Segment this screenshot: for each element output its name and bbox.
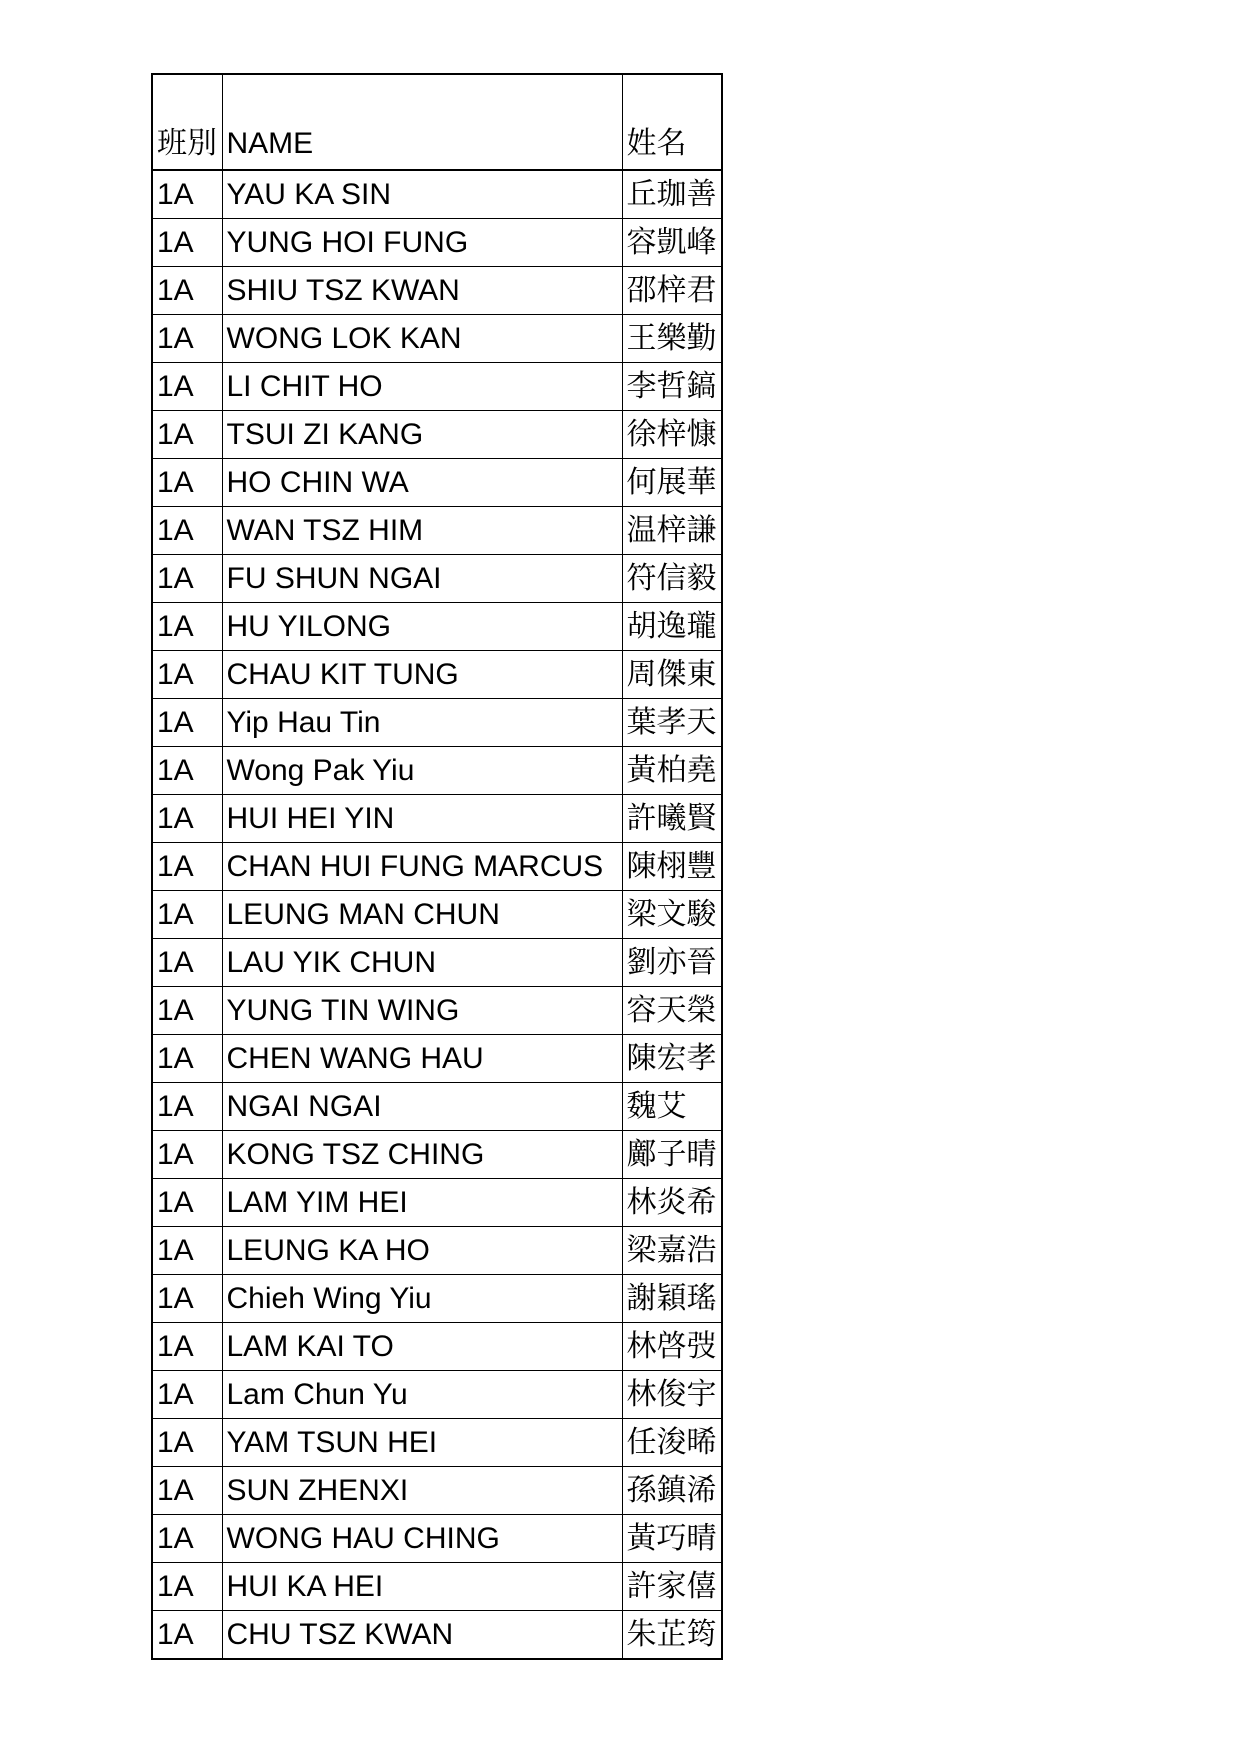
chinese-name-cell: 任浚晞 (622, 1419, 722, 1467)
table-row (152, 411, 722, 459)
table-row (152, 1371, 722, 1419)
chinese-name-cell: 王樂勤 (622, 315, 722, 363)
class-cell: 1A (152, 267, 222, 315)
header-class: 班別 (152, 74, 222, 170)
table-row (152, 315, 722, 363)
class-cell: 1A (152, 1467, 222, 1515)
class-cell: 1A (152, 1611, 222, 1660)
class-cell: 1A (152, 555, 222, 603)
english-name-cell: Chieh Wing Yiu (222, 1275, 622, 1323)
english-name-cell: YUNG HOI FUNG (222, 219, 622, 267)
table-row (152, 459, 722, 507)
class-cell: 1A (152, 1371, 222, 1419)
english-name-cell: LEUNG KA HO (222, 1227, 622, 1275)
english-name-cell: SHIU TSZ KWAN (222, 267, 622, 315)
table-row (152, 1131, 722, 1179)
english-name-cell: HUI KA HEI (222, 1563, 622, 1611)
class-cell: 1A (152, 363, 222, 411)
chinese-name-cell: 許家僖 (622, 1563, 722, 1611)
class-cell: 1A (152, 987, 222, 1035)
table-row (152, 507, 722, 555)
table-row (152, 1179, 722, 1227)
english-name-cell: HO CHIN WA (222, 459, 622, 507)
class-cell: 1A (152, 411, 222, 459)
table-row (152, 699, 722, 747)
chinese-name-cell: 周傑東 (622, 651, 722, 699)
table-row (152, 891, 722, 939)
chinese-name-cell: 温梓謙 (622, 507, 722, 555)
table-row (152, 170, 722, 219)
chinese-name-cell: 邵梓君 (622, 267, 722, 315)
chinese-name-cell: 劉亦晉 (622, 939, 722, 987)
class-cell: 1A (152, 891, 222, 939)
english-name-cell: HUI HEI YIN (222, 795, 622, 843)
english-name-cell: LAM KAI TO (222, 1323, 622, 1371)
class-cell: 1A (152, 1275, 222, 1323)
table-row (152, 843, 722, 891)
chinese-name-cell: 胡逸瓏 (622, 603, 722, 651)
table-row (152, 795, 722, 843)
chinese-name-cell: 林炎希 (622, 1179, 722, 1227)
table-row (152, 1515, 722, 1563)
chinese-name-cell: 林啓弢 (622, 1323, 722, 1371)
table-row (152, 1035, 722, 1083)
chinese-name-cell: 梁文駿 (622, 891, 722, 939)
class-cell: 1A (152, 1419, 222, 1467)
english-name-cell: LAU YIK CHUN (222, 939, 622, 987)
table-row (152, 1419, 722, 1467)
chinese-name-cell: 朱芷筠 (622, 1611, 722, 1660)
chinese-name-cell: 葉孝天 (622, 699, 722, 747)
english-name-cell: SUN ZHENXI (222, 1467, 622, 1515)
class-cell: 1A (152, 795, 222, 843)
english-name-cell: YUNG TIN WING (222, 987, 622, 1035)
class-cell: 1A (152, 507, 222, 555)
chinese-name-cell: 容凱峰 (622, 219, 722, 267)
english-name-cell: CHEN WANG HAU (222, 1035, 622, 1083)
table-header (152, 74, 722, 170)
table-row (152, 363, 722, 411)
table-row (152, 651, 722, 699)
chinese-name-cell: 丘珈善 (622, 170, 722, 219)
table-body (152, 170, 722, 1659)
class-cell: 1A (152, 1227, 222, 1275)
class-cell: 1A (152, 1563, 222, 1611)
english-name-cell: LAM YIM HEI (222, 1179, 622, 1227)
chinese-name-cell: 黃柏堯 (622, 747, 722, 795)
table-row (152, 987, 722, 1035)
english-name-cell: TSUI ZI KANG (222, 411, 622, 459)
class-cell: 1A (152, 170, 222, 219)
chinese-name-cell: 容天榮 (622, 987, 722, 1035)
english-name-cell: YAU KA SIN (222, 170, 622, 219)
header-row (152, 74, 722, 170)
english-name-cell: Lam Chun Yu (222, 1371, 622, 1419)
table-row (152, 219, 722, 267)
table-row (152, 1563, 722, 1611)
table-row (152, 555, 722, 603)
table-row (152, 939, 722, 987)
class-cell: 1A (152, 315, 222, 363)
class-cell: 1A (152, 1083, 222, 1131)
chinese-name-cell: 黃巧晴 (622, 1515, 722, 1563)
chinese-name-cell: 陳宏孝 (622, 1035, 722, 1083)
english-name-cell: KONG TSZ CHING (222, 1131, 622, 1179)
chinese-name-cell: 林俊宇 (622, 1371, 722, 1419)
english-name-cell: Yip Hau Tin (222, 699, 622, 747)
table-row (152, 1083, 722, 1131)
table-row (152, 267, 722, 315)
english-name-cell: YAM TSUN HEI (222, 1419, 622, 1467)
chinese-name-cell: 何展華 (622, 459, 722, 507)
table-row (152, 1227, 722, 1275)
chinese-name-cell: 許曦賢 (622, 795, 722, 843)
table-row (152, 1275, 722, 1323)
table-row (152, 1611, 722, 1660)
chinese-name-cell: 陳栩豐 (622, 843, 722, 891)
class-cell: 1A (152, 219, 222, 267)
chinese-name-cell: 謝穎瑤 (622, 1275, 722, 1323)
english-name-cell: CHU TSZ KWAN (222, 1611, 622, 1660)
chinese-name-cell: 徐梓慷 (622, 411, 722, 459)
class-cell: 1A (152, 1323, 222, 1371)
class-cell: 1A (152, 651, 222, 699)
class-cell: 1A (152, 747, 222, 795)
english-name-cell: CHAU KIT TUNG (222, 651, 622, 699)
class-cell: 1A (152, 939, 222, 987)
chinese-name-cell: 魏艾 (622, 1083, 722, 1131)
chinese-name-cell: 符信毅 (622, 555, 722, 603)
english-name-cell: LI CHIT HO (222, 363, 622, 411)
english-name-cell: WAN TSZ HIM (222, 507, 622, 555)
class-cell: 1A (152, 1131, 222, 1179)
class-cell: 1A (152, 459, 222, 507)
class-cell: 1A (152, 699, 222, 747)
table-row (152, 603, 722, 651)
english-name-cell: CHAN HUI FUNG MARCUS (222, 843, 622, 891)
english-name-cell: NGAI NGAI (222, 1083, 622, 1131)
english-name-cell: LEUNG MAN CHUN (222, 891, 622, 939)
table-row (152, 1467, 722, 1515)
english-name-cell: WONG HAU CHING (222, 1515, 622, 1563)
student-roster-table (151, 73, 723, 1660)
class-cell: 1A (152, 1035, 222, 1083)
english-name-cell: HU YILONG (222, 603, 622, 651)
class-cell: 1A (152, 1179, 222, 1227)
table-row (152, 1323, 722, 1371)
chinese-name-cell: 孫鎮浠 (622, 1467, 722, 1515)
english-name-cell: FU SHUN NGAI (222, 555, 622, 603)
english-name-cell: WONG LOK KAN (222, 315, 622, 363)
chinese-name-cell: 李哲鎬 (622, 363, 722, 411)
english-name-cell: Wong Pak Yiu (222, 747, 622, 795)
chinese-name-cell: 梁嘉浩 (622, 1227, 722, 1275)
class-cell: 1A (152, 1515, 222, 1563)
header-chinese-name: 姓名 (622, 74, 722, 170)
class-cell: 1A (152, 843, 222, 891)
header-english-name: NAME (222, 74, 622, 170)
class-cell: 1A (152, 603, 222, 651)
chinese-name-cell: 鄺子晴 (622, 1131, 722, 1179)
table-row (152, 747, 722, 795)
